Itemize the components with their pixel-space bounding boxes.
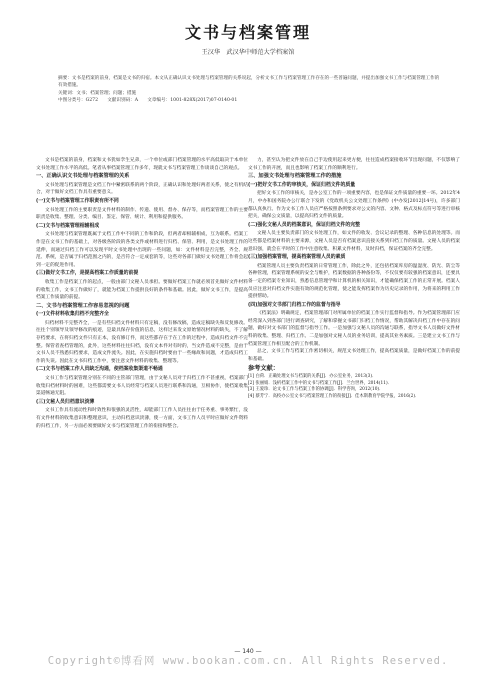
page-footer — [0, 639, 496, 673]
article-author: 王汉华 武汉华中师范大学档案馆 — [201, 49, 295, 56]
left-column — [36, 157, 248, 430]
subsection-heading: (一)文书与档案管理工作职责有所不同 — [36, 197, 119, 204]
paragraph: 档案管理人员主要负责档案的日常管理工作，除此之外，还包括档案库房的温湿度、防光、防尘等各种管理，档案管理系统的安全与维护，档案数据的各种备份等，不仅仅要有较强的档案意识，还要具备一定的档案专业知识，熟悉信息管理学和计算机的相关知识，才能确保档案工作的正常开展。档案人员应注意对归档文件实施有效的规范化管理，使之能发挥档案作为历史记录的作用，为将来的利用工作提供帮助。 — [248, 263, 460, 300]
keywords-line: 关键词：文书；档案管理；问题；措施 — [58, 90, 137, 96]
paragraph: 文秘人员主要负责部门的文书处理工作，如文件的收发、会议记录的整理、各种信息的处理等。而这些都是档案材料的主要来源，文秘人员是否有档案意识直接关系到归档工作的质量。文秘人员的档案意识强，就会在平时的工作中注意收集、积累文件材料，及时归档，保证档案的齐全完整。 — [248, 231, 460, 252]
references-heading: 参考文献： — [248, 365, 279, 373]
classification-line: 中图分类号：G272 文献识别码：A 文章编号：1001-828X(2017)07-0140-01 — [58, 98, 238, 104]
subsection-heading: (二)强化文秘人员的档案意识，保证归档文件的完整 — [248, 221, 361, 228]
reference-item: [2] 张丽娟．浅析档案工作中的文书与档案工作[J]．兰台世界，2014(11)． — [248, 380, 392, 386]
paragraph: 文书处理与档案管理是文档工作中紧密联系的两个阶段，正确认识和处理好两者关系，使之有机结合，对于做好文档工作具有重要意义。 — [36, 182, 248, 196]
abstract-block — [58, 75, 442, 105]
paragraph: 《档案法》明确规定，档案管理部门对所属单位的档案工作实行监督和指导。作为档案管理部门应经常深入到各部门进行调查研究，了解和掌握文书部门归档工作情况，帮助其解决归档工作中存在的问题，做好对文书部门的监督与指导工作。一是加强与文秘人员的沟通与联系，指导文书人员做好文件材料的收集、整理、归档工作。二是加强对文秘人员的业务培训，提高其业务素质。三是建立文书工作与档案管理工作相互配合的工作机制。 — [248, 311, 460, 347]
right-column — [248, 157, 460, 400]
page-number: — 140 — — [234, 648, 262, 655]
subsection-heading: (三)文秘人员归档意识淡薄 — [36, 398, 95, 405]
paragraph: 文书是档案的前身，档案和文书犹如孪生兄弟，一个单位或部门档案管理的水平高低取决于本单位文书处理工作水平的高低。笔者从事档案管理工作多年，现就文书与档案管理工作谈谈自己的观点。 — [36, 158, 248, 171]
reference-item: [3] 王爱珍．论文书工作与档案工作的协调[J]．科学咨询，2012(10)． — [248, 387, 384, 393]
section-heading: 三、加强文书处理与档案管理工作的措施 — [248, 173, 342, 180]
article-title: 文书与档案管理 — [184, 23, 311, 42]
paragraph: 收集工作是档案工作的起点，一般由部门文秘人员承担。要做好档案工作就必须首先做好文件材料的收集工作，文书工作做好了，就能为档案工作提供良好的条件和基础。因此，做好文书工作，是提高档案工作质量的前提。 — [36, 279, 248, 301]
section-heading: 一、正确认识文书处理与档案管理的关系 — [36, 173, 130, 180]
paragraph: 归档材料不完整齐全，一是有些归档文件材料只有定稿，没有修改稿，造成定稿缺失和反复修改。往往个别领导及领导修改的痕迹，是最具保存价值的信息，这样过来发文原始情况材料的缺失，不了解存档要求，在将归档文件只有正本，没有修订件，而这些都存在于在工作的过程中，造成归档文件不完整。保管者查档管理的，此外，这些材料往往归档，没有文本件对有时的，当文件造成不完整，是由于文书人员不熟悉归档要求，造成文件流失。因此，在实施归档时要由于一些缘故和问题，才造成归档工作的失误。因此在文书归档工作中，要注意文件材料的收集、整理等。 — [36, 320, 248, 364]
paragraph: 文书工作具有流动性和时效性和很强的灵活性，却能部门工作人员往往由于任务重、事务繁忙，没有文件材料的收集意识和整理意识，主动归档意识淡薄，使一方面，文书工作人员平时应做好文件资料的归档工作，另一方面必须要做好文书与档案管理工作的衔接和整合。 — [36, 408, 248, 429]
subsection-heading: (二)文书与档案工作人员缺乏沟通，使档案收集渠道不畅通 — [36, 366, 163, 373]
abstract-text: 摘要：文书是档案的前身，档案是文书的归宿。本文从正确认识文书处理与档案管理的关系说起，分析文书工作与档案管理工作存在的一些普遍问题，并提出加强文书工作与档案管理工作的有效措施。 — [58, 76, 440, 89]
paragraph: 文书工作与档案管理分别在不同的主管部门管理，由于文秘人员对于归档工作不甚重视，档案部门收集归档材料时的困难，这些都需要文书人员经常与档案人员进行联系和沟通，互相协作，使档案收集渠道畅通无阻。 — [36, 376, 248, 397]
paragraph: 把好文书工作的审核关，是办公室工作的一项重要内容，也是保证文件质量的重要一环。2012年4月，中办和国务院办公厅联合下发的《党政机关公文处理工作条例》(中办发[2012]14号)，许多部门都认真执行。作为文书工作人员应严格按照条例要求对公文的内容、文种、格式及标点符号等进行审核把关，确保公文质量，以提高归档文件的质量。 — [248, 191, 460, 220]
paragraph: 总之，文书工作与档案工作密切相关，规范文书处理工作，提高档案质量，是做好档案工作的前提和基础。 — [248, 349, 460, 362]
section-heading: 二、文书与档案管理工作容易忽视的问题 — [36, 302, 130, 309]
subsection-heading: (一)把好文书工作的审核关，保证归档文件的质量 — [248, 181, 356, 188]
subsection-heading: (一)文件材料收集归档不完整齐全 — [36, 311, 109, 318]
paragraph: 文书处理与档案管理既属于文档工作中不同的工作和阶段，但两者却相辅相成，互为联系。档案工作是在文书工作的基础上，对各级各阶段的各类文件或材料进行归档、保管、利用，是文书处理工作的延伸，而通过归档工作可以发现平时文书处理中出现的一些问题，如：文件材料是否完整，齐全、规范、系统，是否属于归档范围之内的，是否符合一定成套的等，这些对各部门做好文书处理工作将会起到一定的促进作用。 — [36, 232, 248, 268]
copyright-watermark: Copyright©博看网 www.bookan.com.cn. All Rights Reserved. — [47, 655, 449, 667]
paragraph: 文书处理工作的主要职责是文件材料的制作、传递、使用、督办、保存等，而档案管理工作的主要职责是收集、整理、分类、编目、鉴定、保管、统计、利用和提供服务。 — [36, 207, 248, 221]
paragraph: 力，甚至认为把文件放在自己手边使用起来更方便，往往造成档案接收环节出现问题，不仅影响了文书工作的开展，而且也影响了档案工作的顺利进行。 — [248, 158, 460, 171]
subsection-heading: (三)加强档案管理，提高档案管理人员的素质 — [248, 254, 346, 261]
reference-item: [4] 蔡芳宁．高校办公室文书与档案管理工作的衔接[J]．佳木斯教育学院学报，2016(2)． — [248, 393, 420, 399]
subsection-heading: (三)做好文书工作，是提高档案工作质量的前提 — [36, 270, 139, 277]
subsection-heading: (二)文书与档案管理相辅相成 — [36, 222, 100, 229]
subsection-heading: (四)加强对文书部门归档工作的监督与指导 — [248, 301, 341, 308]
reference-item: [1] 白荷．正确处理文书与档案的关系[J]．办公室业务，2013(3)． — [248, 374, 377, 380]
